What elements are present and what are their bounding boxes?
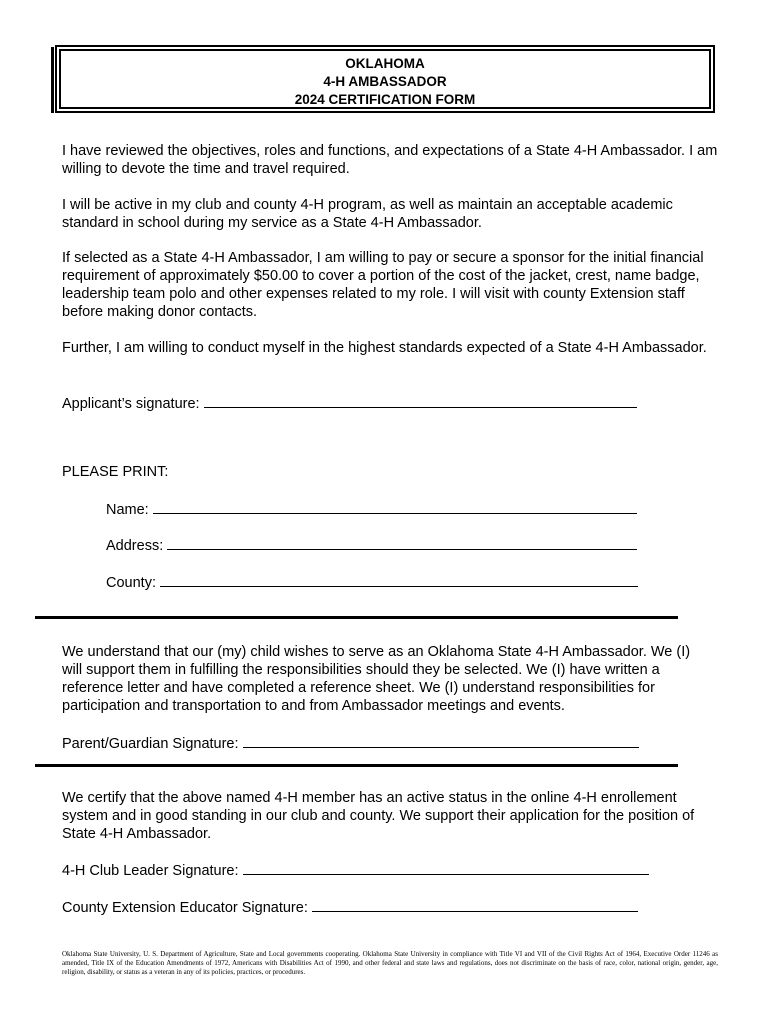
educator-signature-line[interactable] bbox=[312, 897, 638, 912]
educator-signature-label: County Extension Educator Signature: bbox=[62, 900, 308, 916]
name-label: Name: bbox=[106, 502, 149, 518]
parent-consent-text: We understand that our (my) child wishes to serve as an Oklahoma State 4-H Ambassador. We (I) will support them in fulfilling the responsibilities should they be selected. We (I) have written a reference letter and have completed a reference sheet. We (I) understand responsibilities for participation and transportation to and from Ambassador meetings and events. bbox=[62, 644, 691, 714]
certification-text: We certify that the above named 4-H member has an active status in the online 4-H enrollement system and in good standing in our club and county. We support their application for the position of State 4-H Ambassador. bbox=[62, 790, 695, 842]
title-program: 4-H AMBASSADOR bbox=[323, 74, 447, 89]
title-form-name: 2024 CERTIFICATION FORM bbox=[294, 92, 476, 107]
county-field[interactable] bbox=[160, 572, 638, 587]
please-print-label: PLEASE PRINT: bbox=[62, 464, 169, 480]
club-leader-signature-line[interactable] bbox=[243, 860, 649, 875]
parent-signature-label: Parent/Guardian Signature: bbox=[62, 736, 239, 752]
county-row bbox=[106, 572, 638, 592]
title-box bbox=[55, 45, 715, 113]
address-row bbox=[106, 535, 637, 555]
paragraph-conduct: Further, I am willing to conduct myself in the highest standards expected of a State 4-H Ambassador. bbox=[62, 340, 707, 356]
title-state: OKLAHOMA bbox=[345, 56, 425, 71]
section-divider-2 bbox=[35, 764, 678, 767]
educator-signature-row bbox=[62, 897, 638, 917]
paragraph-active: I will be active in my club and county 4-H program, as well as maintain an acceptable academic standard in school during my service as a State 4-H Ambassador. bbox=[62, 197, 673, 231]
name-row bbox=[106, 499, 637, 519]
parent-signature-row bbox=[62, 733, 639, 753]
paragraph-financial: If selected as a State 4-H Ambassador, I am willing to pay or secure a sponsor for the initial financial requirement of approximately $50.00 to cover a portion of the cost of the jacket, crest, name badge, leadership team polo and other expenses related to my role. I will visit with county Extension staff before making donor contacts. bbox=[62, 250, 704, 320]
paragraph-objectives: I have reviewed the objectives, roles and functions, and expectations of a State 4-H Ambassador. I am willing to devote the time and travel required. bbox=[62, 143, 718, 177]
applicant-signature-row bbox=[62, 393, 637, 413]
parent-signature-line[interactable] bbox=[243, 733, 639, 748]
county-label: County: bbox=[106, 575, 156, 591]
form-title bbox=[57, 55, 713, 109]
applicant-signature-label: Applicant’s signature: bbox=[62, 396, 200, 412]
section-divider-1 bbox=[35, 616, 678, 619]
legal-footer: Oklahoma State University, U. S. Department of Agriculture, State and Local governments cooperating. Oklahoma State University in compliance with Title VI and VII of the Civil Rights Act of 1964, Executive Order 11246 as amended, Title IX of the Education Amendments of 1972, Americans with Disabilities Act of 1990, and other federal and state laws and regulations, does not discriminate on the basis of race, color, national origin, gender, age, religion, disability, or status as a veteran in any of its policies, practices, or procedures. bbox=[62, 950, 718, 976]
address-field[interactable] bbox=[167, 535, 637, 550]
club-leader-signature-label: 4-H Club Leader Signature: bbox=[62, 863, 239, 879]
applicant-signature-line[interactable] bbox=[204, 393, 637, 408]
address-label: Address: bbox=[106, 538, 164, 554]
name-field[interactable] bbox=[153, 499, 637, 514]
club-leader-signature-row bbox=[62, 860, 649, 880]
